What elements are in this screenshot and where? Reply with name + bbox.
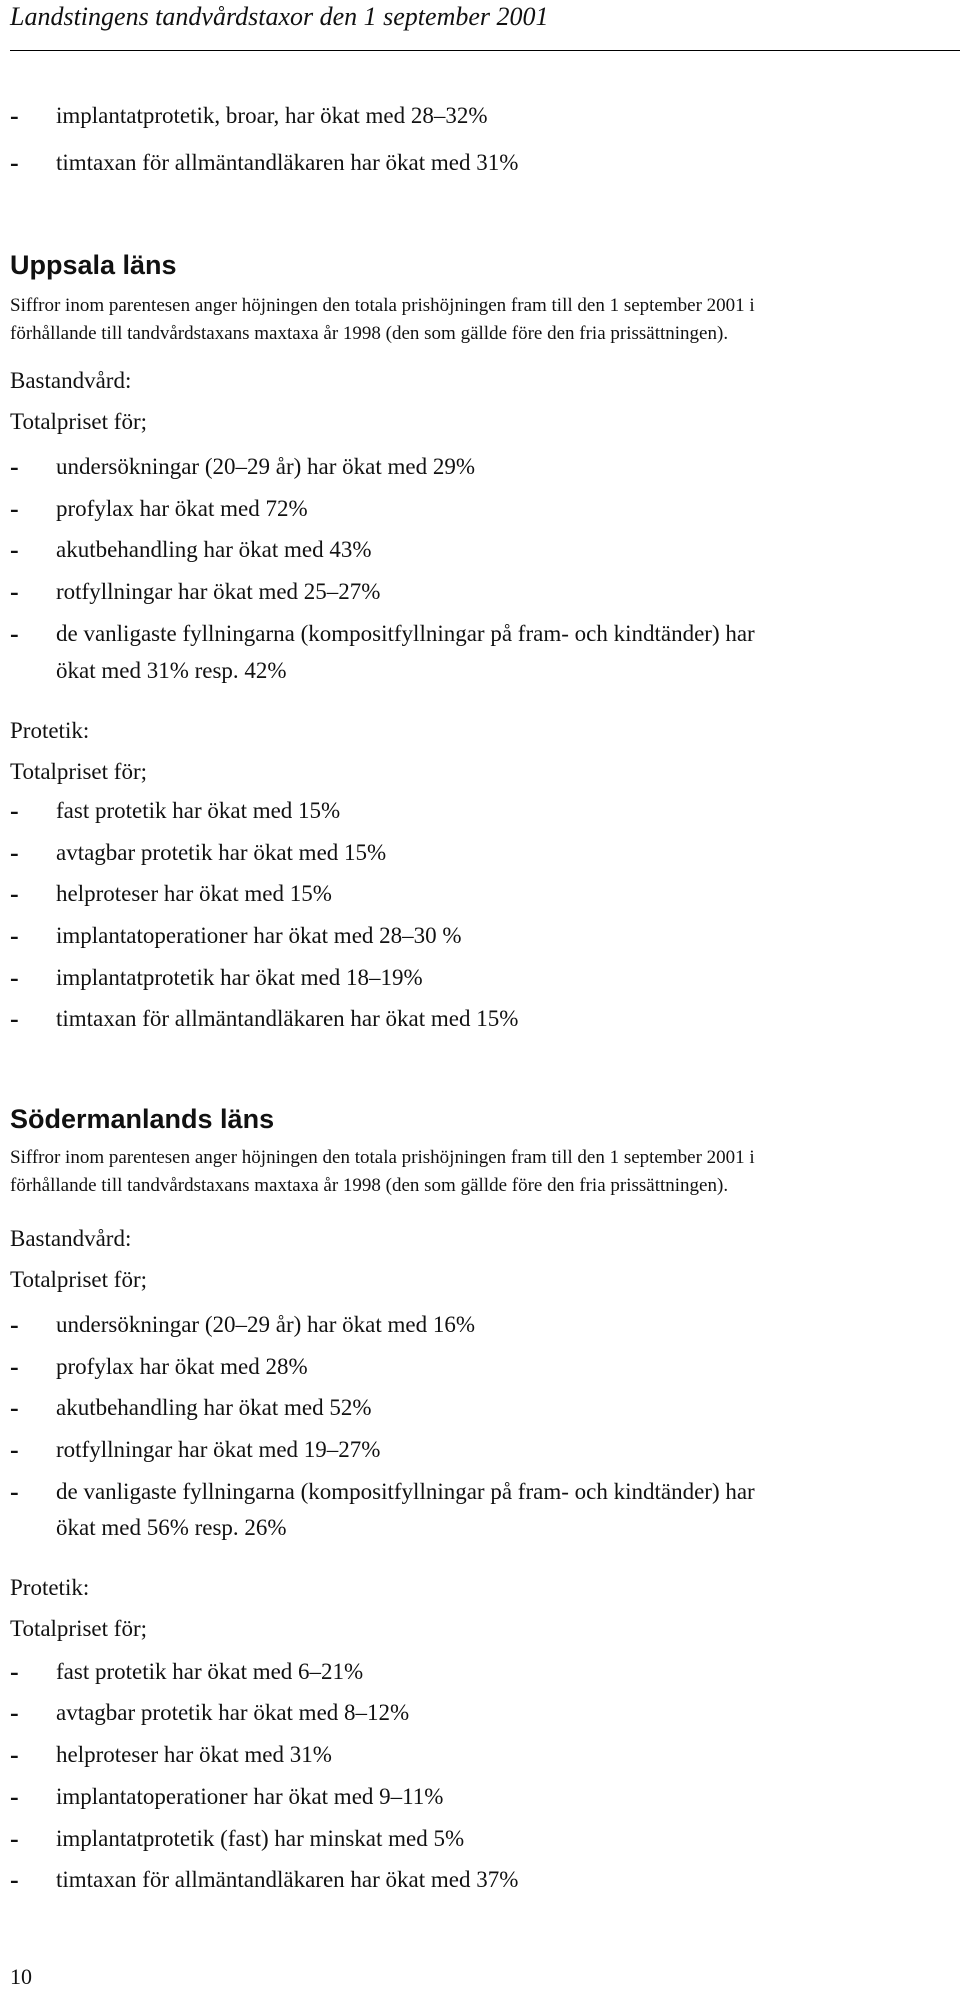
- page-header: [10, 0, 960, 51]
- list-item: - helproteser har ökat med 31%: [10, 1736, 930, 1774]
- list-item: - implantatoperationer har ökat med 28–30 %: [10, 917, 930, 955]
- section-title-sodermanland: Södermanlands läns: [10, 1104, 275, 1134]
- list-item: - implantatprotetik (fast) har minskat med 5%: [10, 1820, 930, 1858]
- list-item: - de vanligaste fyllningarna (kompositfyllningar på fram- och kindtänder) har: [10, 615, 930, 653]
- bullet-dash: -: [10, 1782, 19, 1811]
- bullet-dash: -: [10, 796, 19, 825]
- section-intro-line: förhållande till tandvårdstaxans maxtaxa år 1998 (den som gällde före den fria prissättningen).: [10, 1175, 729, 1196]
- list-item-continuation: ökat med 56% resp. 26%: [56, 1515, 287, 1540]
- list-item-continuation: ökat med 31% resp. 42%: [56, 658, 287, 683]
- category-heading: Bastandvård:: [10, 368, 132, 393]
- list-item: - undersökningar (20–29 år) har ökat med 29%: [10, 448, 930, 486]
- list-item: - avtagbar protetik har ökat med 15%: [10, 834, 930, 872]
- list-item: - avtagbar protetik har ökat med 8–12%: [10, 1694, 930, 1732]
- list-item: - helproteser har ökat med 15%: [10, 875, 930, 913]
- bullet-dash: -: [10, 148, 19, 177]
- bullet-dash: -: [10, 1435, 19, 1464]
- bullet-dash: -: [10, 535, 19, 564]
- bullet-dash: -: [10, 963, 19, 992]
- list-item: - de vanligaste fyllningarna (kompositfyllningar på fram- och kindtänder) har: [10, 1473, 930, 1511]
- page-number: 10: [10, 1964, 32, 1989]
- bullet-dash: -: [10, 1477, 19, 1506]
- bullet-dash: -: [10, 577, 19, 606]
- list-item: - profylax har ökat med 72%: [10, 490, 930, 528]
- bullet-dash: -: [10, 1698, 19, 1727]
- list-item: - implantatprotetik, broar, har ökat med 28–32%: [10, 97, 930, 135]
- list-item: - undersökningar (20–29 år) har ökat med 16%: [10, 1306, 930, 1344]
- bullet-dash: -: [10, 1657, 19, 1686]
- bullet-dash: -: [10, 838, 19, 867]
- list-item: - timtaxan för allmäntandläkaren har ökat med 15%: [10, 1000, 930, 1038]
- list-item: - rotfyllningar har ökat med 25–27%: [10, 573, 930, 611]
- section-intro-line: förhållande till tandvårdstaxans maxtaxa år 1998 (den som gällde före den fria prissättningen).: [10, 323, 729, 344]
- bullet-dash: -: [10, 619, 19, 648]
- section-intro-line: Siffror inom parentesen anger höjningen den totala prishöjningen fram till den 1 september 2001 i: [10, 1147, 755, 1168]
- list-item: - timtaxan för allmäntandläkaren har ökat med 31%: [10, 144, 930, 182]
- list-item: - akutbehandling har ökat med 43%: [10, 531, 930, 569]
- total-label: Totalpriset för;: [10, 759, 147, 784]
- total-label: Totalpriset för;: [10, 1616, 147, 1641]
- header-title: Landstingens tandvårdstaxor den 1 september 2001: [10, 2, 549, 31]
- section-intro-line: Siffror inom parentesen anger höjningen den totala prishöjningen fram till den 1 september 2001 i: [10, 295, 755, 316]
- bullet-dash: -: [10, 1865, 19, 1894]
- list-item: - fast protetik har ökat med 6–21%: [10, 1653, 930, 1691]
- list-item: - rotfyllningar har ökat med 19–27%: [10, 1431, 930, 1469]
- section-title-uppsala: Uppsala läns: [10, 250, 177, 280]
- list-item: - implantatprotetik har ökat med 18–19%: [10, 959, 930, 997]
- bullet-dash: -: [10, 494, 19, 523]
- bullet-dash: -: [10, 921, 19, 950]
- bullet-dash: -: [10, 452, 19, 481]
- bullet-dash: -: [10, 879, 19, 908]
- category-heading: Protetik:: [10, 718, 90, 743]
- bullet-dash: -: [10, 1004, 19, 1033]
- list-item: - implantatoperationer har ökat med 9–11%: [10, 1778, 930, 1816]
- list-item: - akutbehandling har ökat med 52%: [10, 1389, 930, 1427]
- category-heading: Bastandvård:: [10, 1226, 132, 1251]
- total-label: Totalpriset för;: [10, 1267, 147, 1292]
- bullet-dash: -: [10, 1824, 19, 1853]
- bullet-dash: -: [10, 101, 19, 130]
- category-heading: Protetik:: [10, 1575, 90, 1600]
- bullet-dash: -: [10, 1310, 19, 1339]
- bullet-dash: -: [10, 1740, 19, 1769]
- bullet-dash: -: [10, 1352, 19, 1381]
- list-item: - timtaxan för allmäntandläkaren har ökat med 37%: [10, 1861, 930, 1899]
- list-item: - fast protetik har ökat med 15%: [10, 792, 930, 830]
- bullet-dash: -: [10, 1393, 19, 1422]
- list-item: - profylax har ökat med 28%: [10, 1348, 930, 1386]
- total-label: Totalpriset för;: [10, 409, 147, 434]
